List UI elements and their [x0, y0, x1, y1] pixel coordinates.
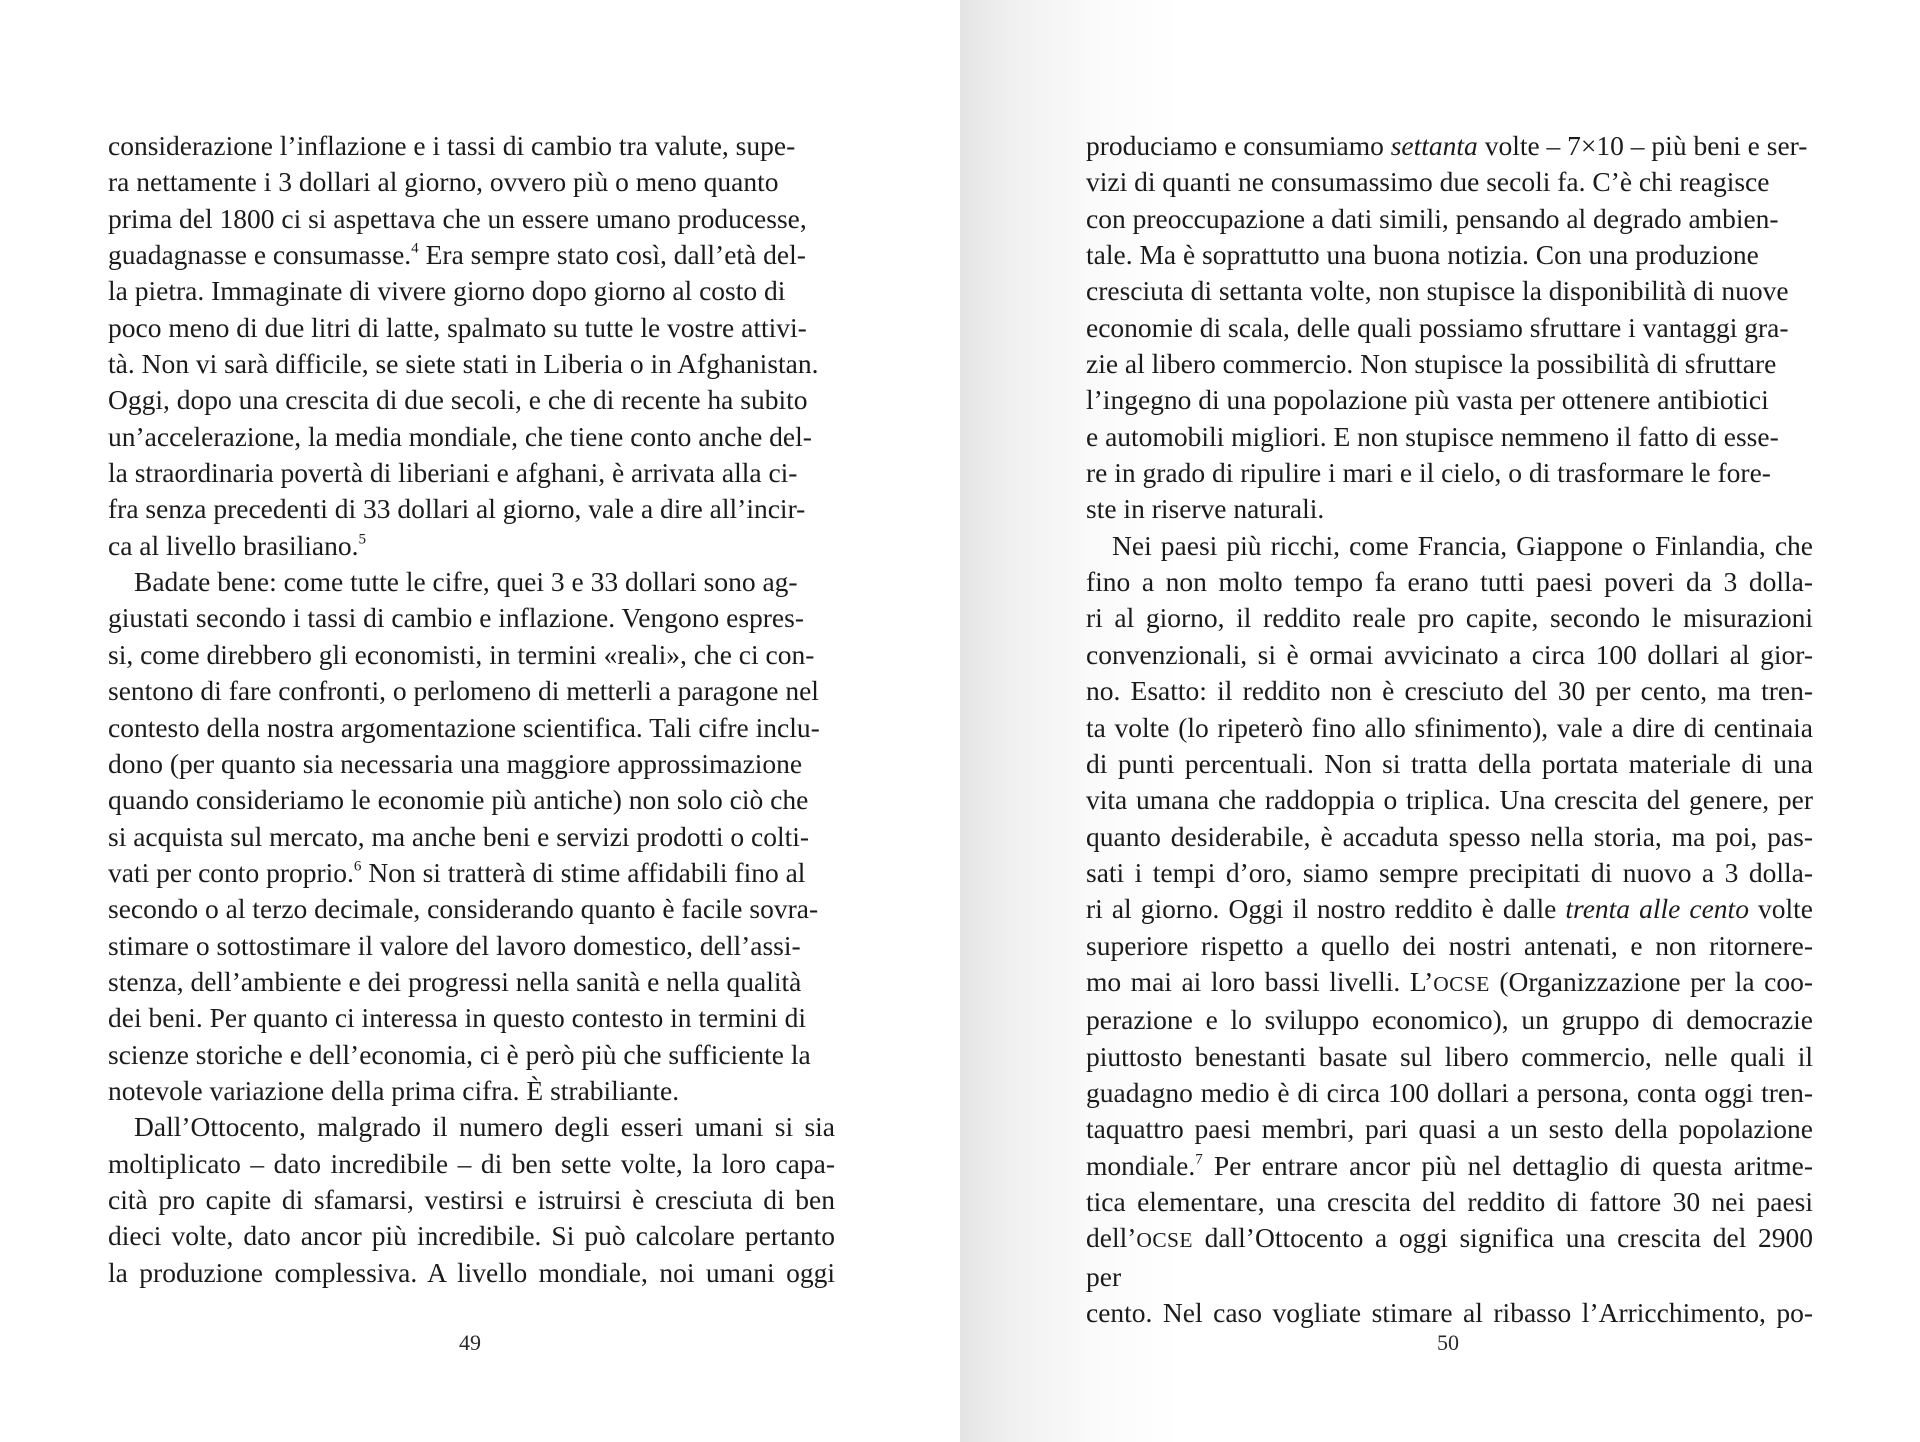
- text-line: (Organizzazione per la coo-: [1489, 965, 1813, 997]
- right-page-body-text: [1086, 128, 1813, 1331]
- paragraph: [108, 1109, 835, 1291]
- text-line: contesto della nostra argomentazione scientifica. Tali cifre inclu-: [108, 711, 820, 743]
- text-line: zie al libero commercio. Non stupisce la possibilità di sfruttare: [1086, 348, 1777, 380]
- text-line: vati per conto proprio.: [108, 856, 354, 888]
- text-line: considerazione l’inflazione e i tassi di cambio tra valute, supe-: [108, 130, 796, 161]
- text-line: mondiale.: [1086, 1149, 1196, 1181]
- paragraph: [108, 128, 835, 564]
- text-line: ra nettamente i 3 dollari al giorno, ovvero più o meno quanto: [108, 166, 779, 198]
- italic-text: settanta: [1390, 130, 1478, 161]
- left-page-body-text: [108, 128, 835, 1291]
- text-line: guadagnasse e consumasse.: [108, 239, 412, 271]
- text-line: produciamo e consumiamo: [1086, 130, 1391, 161]
- text-line: la produzione complessiva. A livello mondiale, noi umani oggi: [108, 1256, 835, 1288]
- text-line: convenzionali, si è ormai avvicinato a circa 100 dollari al gior-: [1086, 638, 1813, 670]
- text-line: fra senza precedenti di 33 dollari al giorno, vale a dire all’incir-: [108, 493, 806, 525]
- paragraph: [1086, 128, 1813, 528]
- text-line: dieci volte, dato ancor più incredibile. Si può calcolare pertanto: [108, 1220, 835, 1252]
- text-line: vizi di quanti ne consumassimo due secoli fa. C’è chi reagisce: [1086, 166, 1770, 198]
- text-line: Per entrare ancor più nel dettaglio di questa aritme-: [1202, 1149, 1813, 1181]
- text-line: l’ingegno di una popolazione più vasta per ottenere antibiotici: [1086, 384, 1769, 416]
- text-line: vita umana che raddoppia o triplica. Una crescita del genere, per: [1086, 784, 1813, 816]
- text-line: la pietra. Immaginate di vivere giorno dopo giorno al costo di: [108, 275, 786, 307]
- text-line: Dall’Ottocento, malgrado il numero degli esseri umani si sia: [134, 1111, 835, 1143]
- text-line: prima del 1800 ci si aspettava che un essere umano producesse,: [108, 202, 807, 234]
- italic-text: trenta alle cento: [1565, 893, 1749, 925]
- text-line: tà. Non vi sarà difficile, se siete stati in Liberia o in Afghanistan.: [108, 348, 819, 380]
- text-line: cresciuta di settanta volte, non stupisce la disponibilità di nuove: [1086, 275, 1789, 307]
- text-line: moltiplicato – dato incredibile – di ben sette volte, la loro capa-: [108, 1147, 835, 1179]
- text-line: volte: [1748, 893, 1813, 925]
- text-line: quanto desiderabile, è accaduta spesso nella storia, ma poi, pas-: [1086, 820, 1813, 852]
- text-line: Non si tratterà di stime affidabili fino al: [361, 856, 806, 888]
- text-line: superiore rispetto a quello dei nostri antenati, e non ritornere-: [1086, 929, 1813, 961]
- text-line: guadagno medio è di circa 100 dollari a persona, conta oggi tren-: [1086, 1076, 1813, 1108]
- right-page-number: 50: [1437, 1330, 1459, 1355]
- text-line: piuttosto benestanti basate sul libero commercio, nelle quali il: [1086, 1040, 1813, 1072]
- right-page: [960, 0, 1920, 1442]
- text-line: taquattro paesi membri, pari quasi a un sesto della popolazione: [1086, 1113, 1813, 1145]
- text-line: stimare o sottostimare il valore del lavoro domestico, dell’assi-: [108, 929, 801, 961]
- text-line: ta volte (lo ripeterò fino allo sfinimento), vale a dire di centinaia: [1086, 711, 1813, 743]
- text-line: di punti percentuali. Non si tratta della portata materiale di una: [1086, 747, 1813, 779]
- footnote-marker: 7: [1195, 1151, 1203, 1168]
- text-line: economie di scala, delle quali possiamo sfruttare i vantaggi gra-: [1086, 311, 1789, 343]
- text-line: fino a non molto tempo fa erano tutti paesi poveri da 3 dolla-: [1086, 566, 1813, 598]
- text-line: quando consideriamo le economie più antiche) non solo ciò che: [108, 784, 809, 816]
- text-line: cento. Nel caso vogliate stimare al ribasso l’Arricchimento, po-: [1086, 1297, 1813, 1328]
- text-line: dono (per quanto sia necessaria una maggiore approssimazione: [108, 747, 803, 779]
- text-line: tale. Ma è soprattutto una buona notizia. Con una produzione: [1086, 239, 1759, 271]
- small-caps-text: OCSE: [1136, 1228, 1193, 1253]
- text-line: volte – 7×10 – più beni e ser-: [1477, 130, 1808, 161]
- text-line: con preoccupazione a dati simili, pensando al degrado ambien-: [1086, 202, 1779, 234]
- footnote-marker: 6: [353, 858, 362, 875]
- text-line: no. Esatto: il reddito non è cresciuto del 30 per cento, ma tren-: [1086, 675, 1813, 707]
- text-line: ste in riserve naturali.: [1086, 493, 1325, 525]
- footnote-marker: 5: [358, 531, 367, 548]
- text-line: ri al giorno, il reddito reale pro capite, secondo le misurazioni: [1086, 602, 1813, 634]
- text-line: ri al giorno. Oggi il nostro reddito è dalle: [1086, 893, 1566, 925]
- text-line: secondo o al terzo decimale, considerando quanto è facile sovra-: [108, 893, 819, 925]
- text-line: ca al livello brasiliano.: [108, 529, 359, 561]
- text-line: scienze storiche e dell’economia, ci è però più che sufficiente la: [108, 1038, 811, 1070]
- text-line: notevole variazione della prima cifra. È strabiliante.: [108, 1074, 680, 1106]
- text-line: dell’: [1086, 1222, 1137, 1254]
- footnote-marker: 4: [411, 240, 419, 257]
- text-line: Badate bene: come tutte le cifre, quei 3 e 33 dollari sono ag-: [134, 566, 798, 598]
- text-line: tica elementare, una crescita del reddito di fattore 30 nei paesi: [1086, 1185, 1813, 1217]
- text-line: sati i tempi d’oro, siamo sempre precipitati di nuovo a 3 dolla-: [1086, 856, 1813, 888]
- text-line: dall’Ottocento a oggi significa una crescita del 2900 per: [1086, 1222, 1813, 1292]
- paragraph: [1086, 528, 1813, 1332]
- text-line: si, come direbbero gli economisti, in termini «reali», che ci con-: [108, 638, 815, 670]
- text-line: e automobili migliori. E non stupisce nemmeno il fatto di esse-: [1086, 420, 1779, 452]
- text-line: Nei paesi più ricchi, come Francia, Giappone o Finlandia, che: [1112, 529, 1813, 561]
- text-line: Oggi, dopo una crescita di due secoli, e che di recente ha subito: [108, 384, 808, 416]
- text-line: sentono di fare confronti, o perlomeno di metterli a paragone nel: [108, 675, 819, 707]
- paragraph: [108, 564, 835, 1109]
- left-page-number: 49: [459, 1330, 481, 1355]
- text-line: la straordinaria povertà di liberiani e afghani, è arrivata alla ci-: [108, 457, 798, 489]
- text-line: giustati secondo i tassi di cambio e inflazione. Vengono espres-: [108, 602, 804, 634]
- text-line: Era sempre stato così, dall’età del-: [418, 239, 806, 271]
- text-line: poco meno di due litri di latte, spalmato su tutte le vostre attivi-: [108, 311, 807, 343]
- text-line: dei beni. Per quanto ci interessa in questo contesto in termini di: [108, 1002, 807, 1034]
- text-line: un’accelerazione, la media mondiale, che tiene conto anche del-: [108, 420, 812, 452]
- text-line: re in grado di ripulire i mari e il cielo, o di trasformare le fore-: [1086, 457, 1771, 489]
- text-line: mo mai ai loro bassi livelli. L’: [1086, 965, 1434, 997]
- text-line: stenza, dell’ambiente e dei progressi nella sanità e nella qualità: [108, 965, 802, 997]
- text-line: si acquista sul mercato, ma anche beni e servizi prodotti o colti-: [108, 820, 810, 852]
- text-line: cità pro capite di sfamarsi, vestirsi e istruirsi è cresciuta di ben: [108, 1183, 835, 1215]
- text-line: perazione e lo sviluppo economico), un gruppo di democrazie: [1086, 1004, 1813, 1036]
- small-caps-text: OCSE: [1433, 971, 1490, 996]
